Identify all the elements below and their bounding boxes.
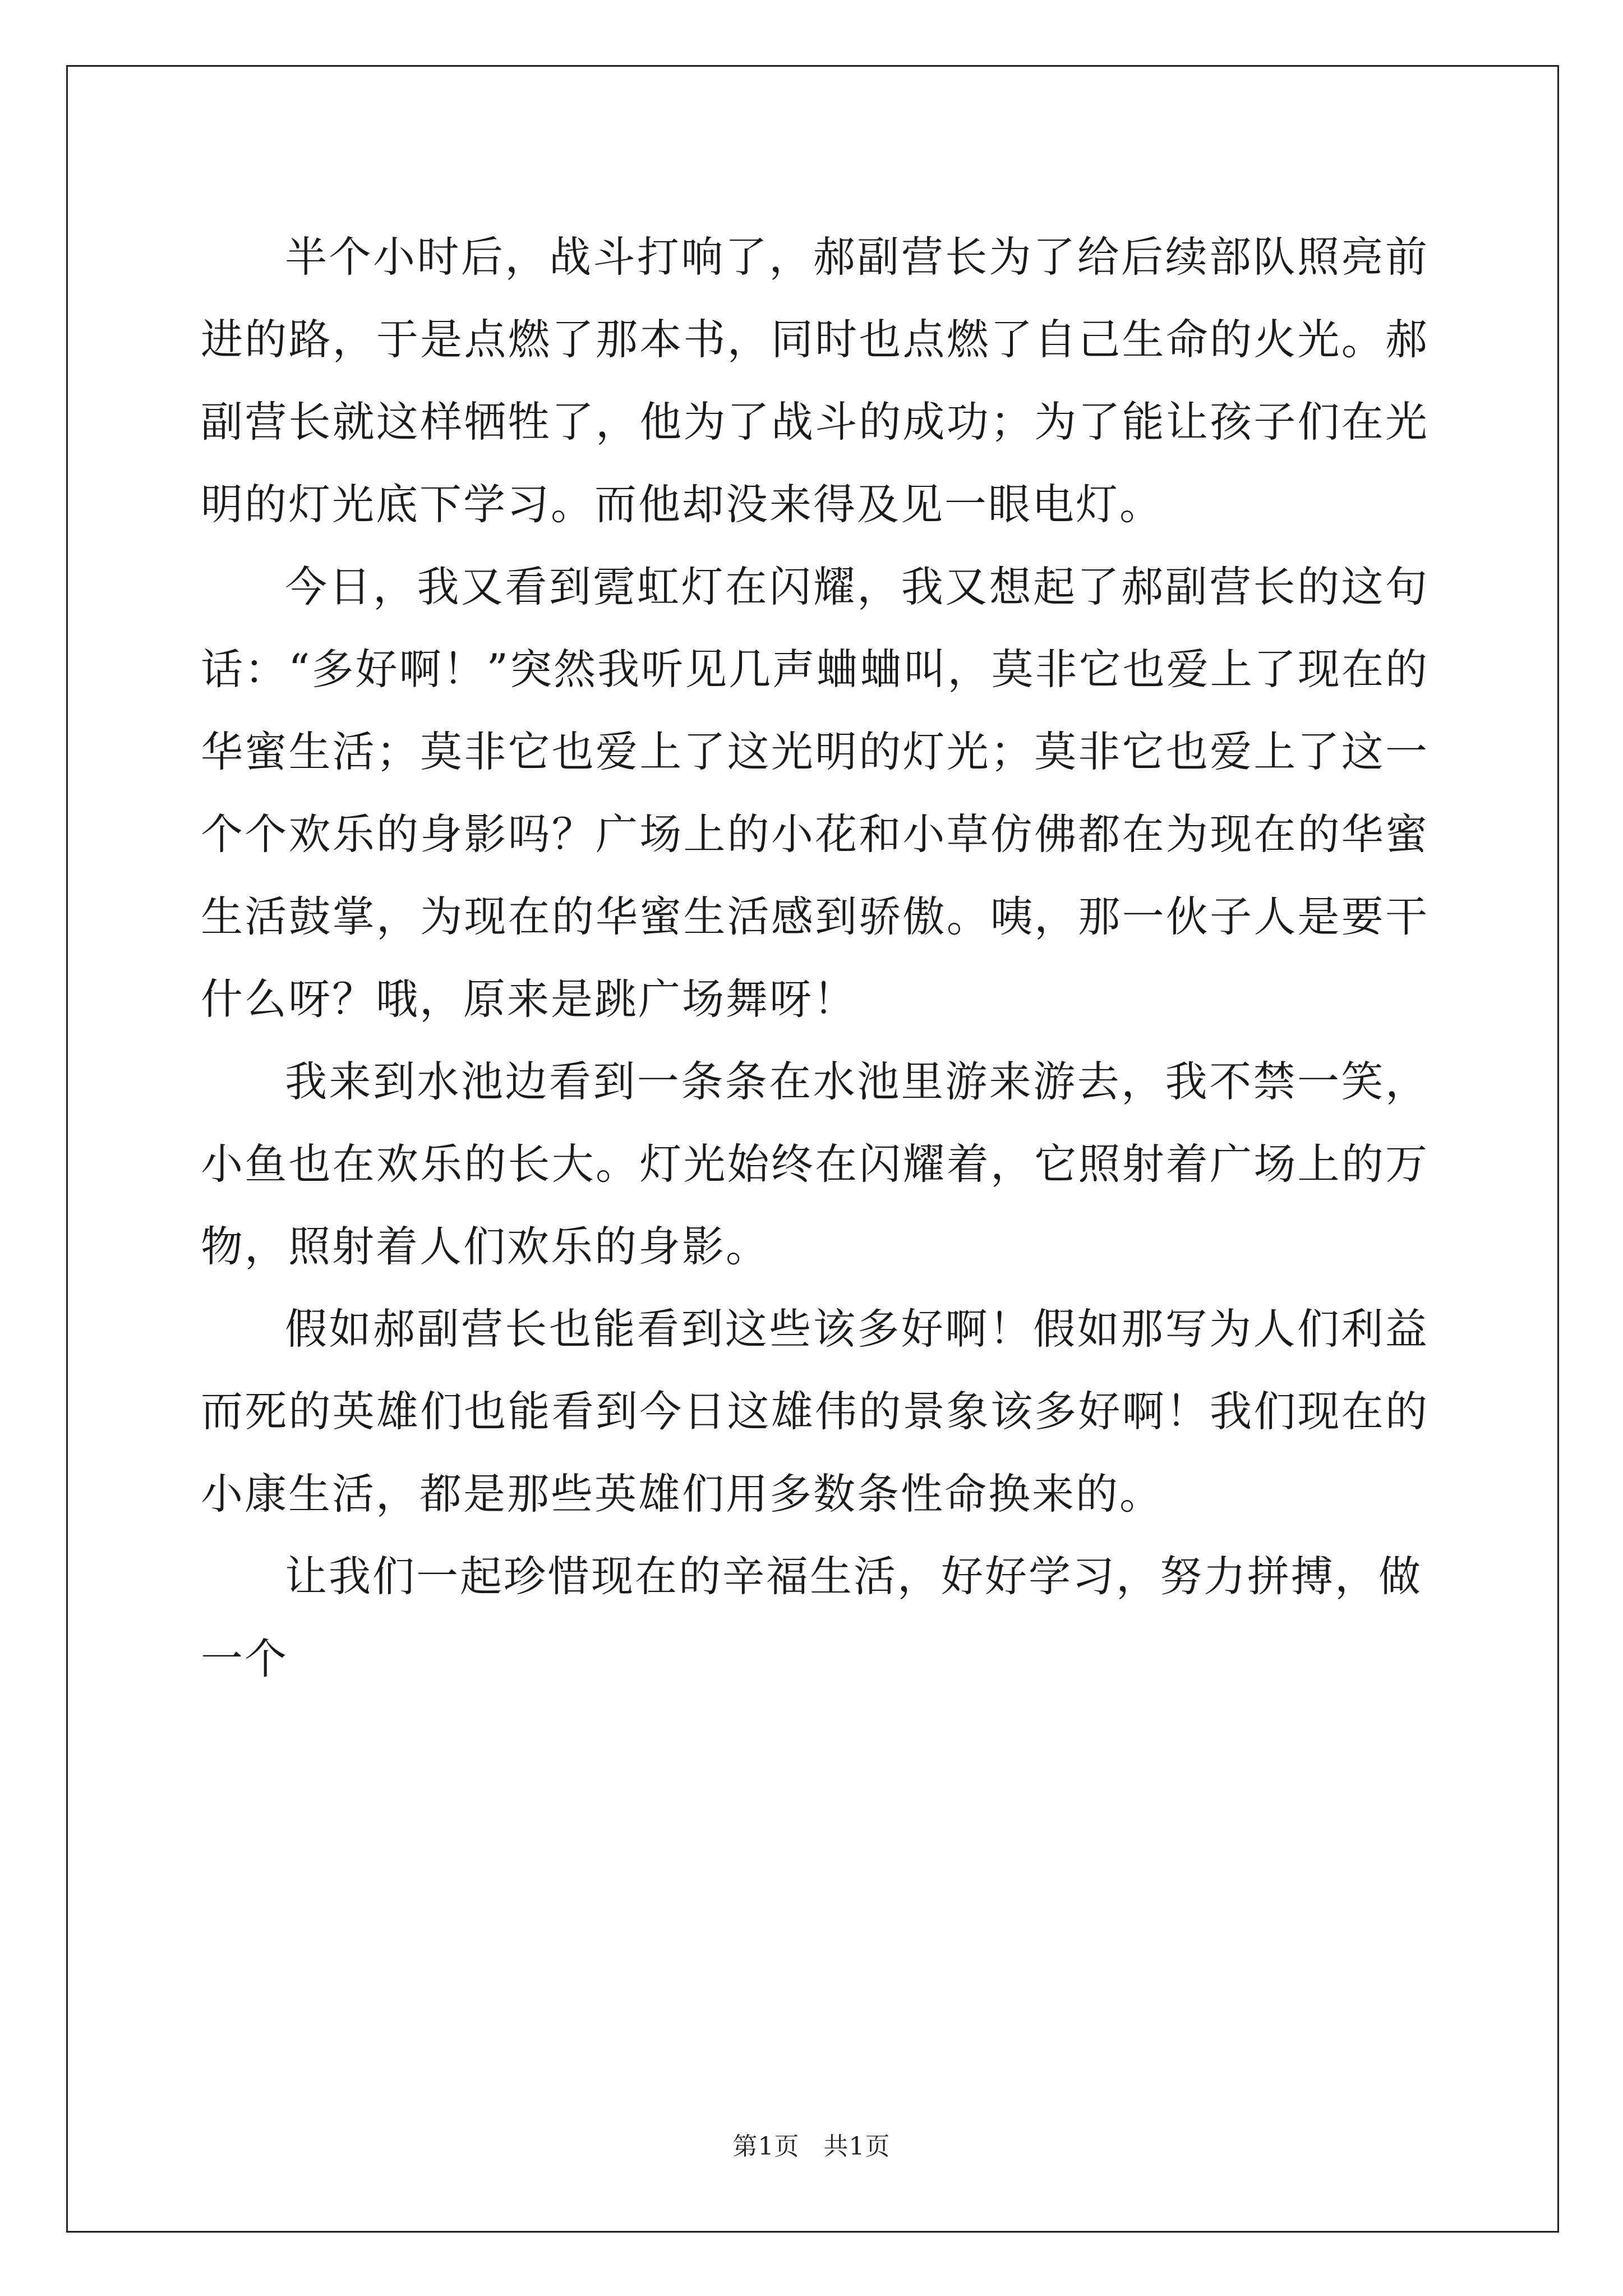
- page-number: 第1页: [732, 2132, 800, 2161]
- paragraph-3: 我来到水池边看到一条条在水池里游来游去，我不禁一笑，小鱼也在欢乐的长大。灯光始终在闪耀着，它照射着广场上的万物，照射着人们欢乐的身影。: [201, 1057, 1429, 1271]
- document-body: [201, 216, 1429, 1700]
- page-total: 共1页: [823, 2132, 891, 2161]
- paragraph-5: 让我们一起珍惜现在的辛福生活，好好学习，努力拼搏，做一个: [201, 1552, 1423, 1683]
- paragraph-1: 半个小时后，战斗打响了，郝副营长为了给后续部队照亮前进的路，于是点燃了那本书，同时也点燃了自己生命的火光。郝副营长就这样牺牲了，他为了战斗的成功；为了能让孩子们在光明的灯光底下学习。而他却没来得及见一眼电灯。: [201, 232, 1429, 529]
- paragraph-2: 今日，我又看到霓虹灯在闪耀，我又想起了郝副营长的这句话：“多好啊！”突然我听见几声蛐蛐叫，莫非它也爱上了现在的华蜜生活；莫非它也爱上了这光明的灯光；莫非它也爱上了这一个个欢乐的身影吗？广场上的小花和小草仿佛都在为现在的华蜜生活鼓掌，为现在的华蜜生活感到骄傲。咦，那一伙子人是要干什么呀？哦，原来是跳广场舞呀！: [201, 562, 1429, 1024]
- paragraph-4: 假如郝副营长也能看到这些该多好啊！假如那写为人们利益而死的英雄们也能看到今日这雄伟的景象该多好啊！我们现在的小康生活，都是那些英雄们用多数条性命换来的。: [201, 1304, 1429, 1519]
- page-footer: [0, 2126, 1623, 2162]
